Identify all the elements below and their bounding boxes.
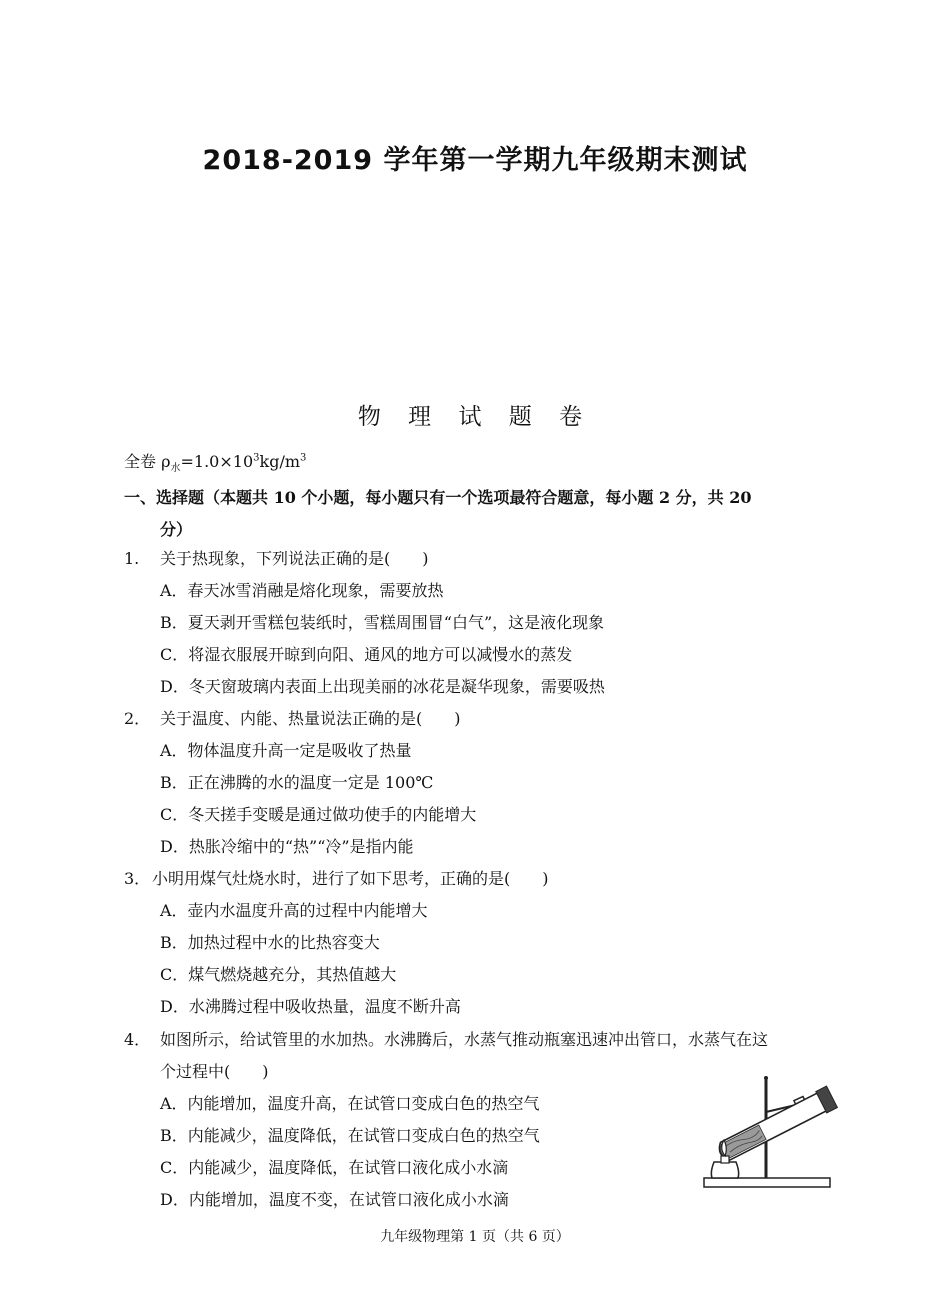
preamble-unit: kg/m bbox=[259, 452, 300, 471]
preamble-exp: 3 bbox=[253, 452, 260, 464]
exam-title: 2018-2019 学年第一学期九年级期末测试 bbox=[202, 145, 748, 176]
question-3-option-c: C．煤气燃烧越充分，其热值越大 bbox=[160, 965, 397, 984]
test-tube bbox=[715, 1086, 837, 1164]
question-1-option-b: B．夏天剥开雪糕包装纸时，雪糕周围冒“白气”，这是液化现象 bbox=[160, 613, 605, 632]
question-3-option-b: B．加热过程中水的比热容变大 bbox=[160, 933, 380, 952]
preamble-sub: 水 bbox=[170, 463, 181, 475]
question-1-number: 1. bbox=[124, 549, 140, 568]
question-2-option-a: A．物体温度升高一定是吸收了热量 bbox=[160, 741, 412, 760]
question-3-option-d: D．水沸腾过程中吸收热量，温度不断升高 bbox=[160, 997, 461, 1016]
section-heading bbox=[124, 482, 850, 546]
question-4-number: 4． bbox=[124, 1030, 151, 1049]
question-2-number: 2． bbox=[124, 709, 151, 728]
test-tube-heating-diagram bbox=[700, 1070, 840, 1195]
question-1-option-d: D．冬天窗玻璃内表面上出现美丽的冰花是凝华现象，需要吸热 bbox=[160, 677, 605, 696]
question-1-option-a: A．春天冰雪消融是熔化现象，需要放热 bbox=[160, 581, 444, 600]
question-4-option-b: B．内能减少，温度降低，在试管口变成白色的热空气 bbox=[160, 1126, 540, 1145]
question-3-option-a: A．壶内水温度升高的过程中内能增大 bbox=[160, 901, 428, 920]
question-1-option-c: C．将湿衣服展开晾到向阳、通风的地方可以减慢水的蒸发 bbox=[160, 645, 573, 664]
question-1-stem: 关于热现象，下列说法正确的是( ) bbox=[160, 549, 429, 568]
preamble-lead: 全卷 ρ bbox=[124, 452, 171, 471]
stand-base bbox=[704, 1178, 830, 1187]
question-2-option-c: C．冬天搓手变暖是通过做功使手的内能增大 bbox=[160, 805, 477, 824]
question-2-stem: 关于温度、内能、热量说法正确的是( ) bbox=[160, 709, 461, 728]
question-2-option-b: B．正在沸腾的水的温度一定是 100℃ bbox=[160, 773, 434, 792]
preamble-value: =1.0×10 bbox=[180, 452, 254, 471]
water-density-note bbox=[124, 452, 307, 475]
question-2-option-d: D．热胀冷缩中的“热”“冷”是指内能 bbox=[160, 837, 414, 856]
question-3-stem: 小明用煤气灶烧水时，进行了如下思考，正确的是( ) bbox=[152, 869, 549, 888]
question-4-option-d: D．内能增加，温度不变，在试管口液化成小水滴 bbox=[160, 1190, 509, 1209]
section-heading-line1: 一、选择题（本题共 10 个小题，每小题只有一个选项最符合题意，每小题 2 分，共 20 bbox=[124, 488, 752, 507]
question-4-stem-cont: 个过程中( ) bbox=[160, 1062, 269, 1081]
page-footer: 九年级物理第 1 页（共 6 页） bbox=[380, 1229, 570, 1245]
paper-subtitle: 物 理 试 题 卷 bbox=[357, 404, 593, 430]
question-4-option-c: C．内能减少，温度降低，在试管口液化成小水滴 bbox=[160, 1158, 509, 1177]
question-4-stem: 如图所示，给试管里的水加热。水沸腾后，水蒸气推动瓶塞迅速冲出管口，水蒸气在这 bbox=[160, 1030, 769, 1049]
preamble-unit-exp: 3 bbox=[300, 452, 307, 464]
question-4-option-a: A．内能增加，温度升高，在试管口变成白色的热空气 bbox=[160, 1094, 540, 1113]
section-heading-line2: 分） bbox=[160, 520, 193, 539]
question-3-number: 3． bbox=[124, 869, 151, 888]
